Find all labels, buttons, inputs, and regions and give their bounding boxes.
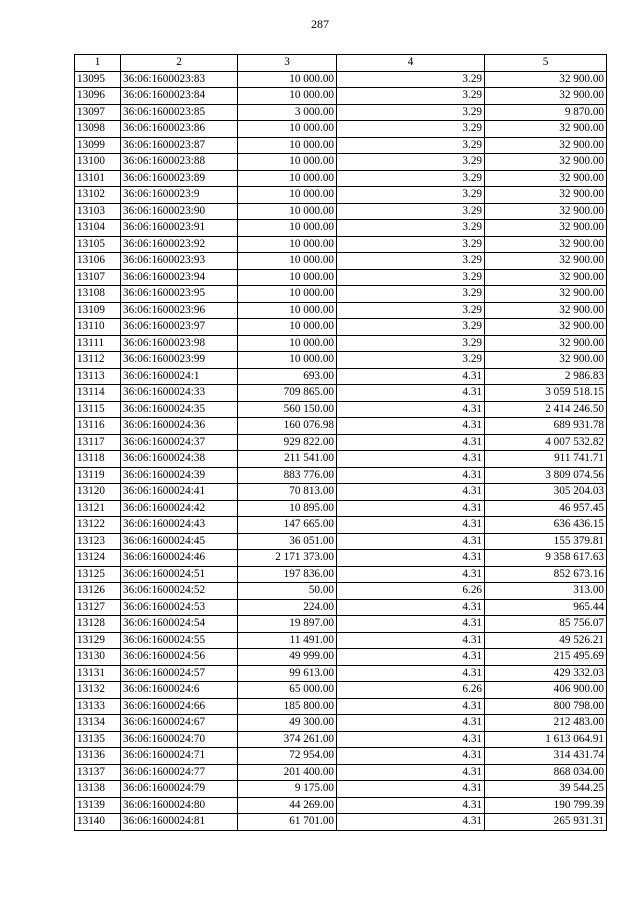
cadastral-number-cell: 36:06:1600023:91 [121, 220, 238, 237]
table-body [75, 71, 607, 830]
cadastral-number-cell: 36:06:1600023:87 [121, 137, 238, 154]
rate-cell: 6.26 [337, 583, 485, 600]
rate-cell: 3.29 [337, 269, 485, 286]
page-number: 287 [311, 17, 329, 31]
rate-cell: 4.31 [337, 764, 485, 781]
row-number-cell: 13095 [75, 71, 121, 88]
row-number-cell: 13137 [75, 764, 121, 781]
cadastral-number-cell: 36:06:1600024:52 [121, 583, 238, 600]
table-row [75, 781, 607, 798]
amount-cell: 313.00 [485, 583, 607, 600]
value-cell: 160 076.98 [238, 418, 337, 435]
amount-cell: 911 741.71 [485, 451, 607, 468]
table-row [75, 104, 607, 121]
value-cell: 10 000.00 [238, 187, 337, 204]
rate-cell: 3.29 [337, 137, 485, 154]
column-header-1: 1 [75, 55, 121, 72]
table-row [75, 649, 607, 666]
row-number-cell: 13127 [75, 599, 121, 616]
amount-cell: 32 900.00 [485, 352, 607, 369]
cadastral-number-cell: 36:06:1600024:79 [121, 781, 238, 798]
cadastral-number-cell: 36:06:1600024:51 [121, 566, 238, 583]
amount-cell: 3 809 074.56 [485, 467, 607, 484]
rate-cell: 3.29 [337, 203, 485, 220]
table-row [75, 797, 607, 814]
value-cell: 883 776.00 [238, 467, 337, 484]
table-row [75, 335, 607, 352]
table-row [75, 764, 607, 781]
amount-cell: 9 358 617.63 [485, 550, 607, 567]
value-cell: 49 300.00 [238, 715, 337, 732]
row-number-cell: 13101 [75, 170, 121, 187]
cadastral-number-cell: 36:06:1600024:39 [121, 467, 238, 484]
data-table [74, 54, 607, 831]
cadastral-number-cell: 36:06:1600024:41 [121, 484, 238, 501]
value-cell: 211 541.00 [238, 451, 337, 468]
row-number-cell: 13110 [75, 319, 121, 336]
amount-cell: 305 204.03 [485, 484, 607, 501]
cadastral-number-cell: 36:06:1600023:85 [121, 104, 238, 121]
cadastral-number-cell: 36:06:1600023:9 [121, 187, 238, 204]
amount-cell: 212 483.00 [485, 715, 607, 732]
value-cell: 10 000.00 [238, 236, 337, 253]
row-number-cell: 13121 [75, 500, 121, 517]
value-cell: 929 822.00 [238, 434, 337, 451]
value-cell: 374 261.00 [238, 731, 337, 748]
amount-cell: 2 986.83 [485, 368, 607, 385]
rate-cell: 4.31 [337, 814, 485, 831]
column-header-5: 5 [485, 55, 607, 72]
cadastral-number-cell: 36:06:1600024:70 [121, 731, 238, 748]
cadastral-number-cell: 36:06:1600023:92 [121, 236, 238, 253]
value-cell: 49 999.00 [238, 649, 337, 666]
row-number-cell: 13104 [75, 220, 121, 237]
cadastral-number-cell: 36:06:1600024:67 [121, 715, 238, 732]
rate-cell: 4.31 [337, 698, 485, 715]
amount-cell: 32 900.00 [485, 335, 607, 352]
row-number-cell: 13116 [75, 418, 121, 435]
table-header-row [75, 55, 607, 72]
rate-cell: 3.29 [337, 154, 485, 171]
row-number-cell: 13115 [75, 401, 121, 418]
rate-cell: 4.31 [337, 781, 485, 798]
cadastral-number-cell: 36:06:1600024:81 [121, 814, 238, 831]
rate-cell: 4.31 [337, 434, 485, 451]
table-row [75, 418, 607, 435]
value-cell: 201 400.00 [238, 764, 337, 781]
cadastral-number-cell: 36:06:1600024:33 [121, 385, 238, 402]
row-number-cell: 13135 [75, 731, 121, 748]
rate-cell: 4.31 [337, 632, 485, 649]
amount-cell: 32 900.00 [485, 253, 607, 270]
amount-cell: 4 007 532.82 [485, 434, 607, 451]
rate-cell: 3.29 [337, 319, 485, 336]
amount-cell: 215 495.69 [485, 649, 607, 666]
amount-cell: 39 544.25 [485, 781, 607, 798]
table-row [75, 467, 607, 484]
rate-cell: 4.31 [337, 500, 485, 517]
value-cell: 10 895.00 [238, 500, 337, 517]
value-cell: 3 000.00 [238, 104, 337, 121]
table-row [75, 88, 607, 105]
row-number-cell: 13140 [75, 814, 121, 831]
cadastral-number-cell: 36:06:1600023:86 [121, 121, 238, 138]
cadastral-number-cell: 36:06:1600024:80 [121, 797, 238, 814]
row-number-cell: 13114 [75, 385, 121, 402]
table-row [75, 253, 607, 270]
table-row [75, 269, 607, 286]
rate-cell: 3.29 [337, 220, 485, 237]
amount-cell: 32 900.00 [485, 269, 607, 286]
cadastral-number-cell: 36:06:1600023:90 [121, 203, 238, 220]
amount-cell: 689 931.78 [485, 418, 607, 435]
row-number-cell: 13131 [75, 665, 121, 682]
table-row [75, 616, 607, 633]
row-number-cell: 13134 [75, 715, 121, 732]
amount-cell: 2 414 246.50 [485, 401, 607, 418]
table-row [75, 319, 607, 336]
cadastral-number-cell: 36:06:1600024:36 [121, 418, 238, 435]
table-row [75, 500, 607, 517]
row-number-cell: 13111 [75, 335, 121, 352]
row-number-cell: 13102 [75, 187, 121, 204]
table-row [75, 434, 607, 451]
cadastral-number-cell: 36:06:1600024:37 [121, 434, 238, 451]
amount-cell: 32 900.00 [485, 154, 607, 171]
row-number-cell: 13119 [75, 467, 121, 484]
amount-cell: 314 431.74 [485, 748, 607, 765]
value-cell: 99 613.00 [238, 665, 337, 682]
table-row [75, 550, 607, 567]
cadastral-number-cell: 36:06:1600024:46 [121, 550, 238, 567]
cadastral-number-cell: 36:06:1600024:42 [121, 500, 238, 517]
rate-cell: 4.31 [337, 715, 485, 732]
row-number-cell: 13108 [75, 286, 121, 303]
rate-cell: 4.31 [337, 550, 485, 567]
value-cell: 10 000.00 [238, 220, 337, 237]
cadastral-number-cell: 36:06:1600023:89 [121, 170, 238, 187]
row-number-cell: 13132 [75, 682, 121, 699]
cadastral-number-cell: 36:06:1600023:84 [121, 88, 238, 105]
table-row [75, 220, 607, 237]
cadastral-number-cell: 36:06:1600024:55 [121, 632, 238, 649]
value-cell: 709 865.00 [238, 385, 337, 402]
value-cell: 65 000.00 [238, 682, 337, 699]
amount-cell: 49 526.21 [485, 632, 607, 649]
cadastral-number-cell: 36:06:1600024:54 [121, 616, 238, 633]
table-row [75, 484, 607, 501]
value-cell: 224.00 [238, 599, 337, 616]
rate-cell: 3.29 [337, 302, 485, 319]
rate-cell: 4.31 [337, 385, 485, 402]
value-cell: 10 000.00 [238, 170, 337, 187]
cadastral-number-cell: 36:06:1600024:1 [121, 368, 238, 385]
rate-cell: 3.29 [337, 352, 485, 369]
value-cell: 10 000.00 [238, 137, 337, 154]
row-number-cell: 13098 [75, 121, 121, 138]
table-row [75, 698, 607, 715]
table-row [75, 748, 607, 765]
amount-cell: 32 900.00 [485, 203, 607, 220]
amount-cell: 965.44 [485, 599, 607, 616]
value-cell: 2 171 373.00 [238, 550, 337, 567]
cadastral-number-cell: 36:06:1600023:98 [121, 335, 238, 352]
rate-cell: 4.31 [337, 566, 485, 583]
value-cell: 185 800.00 [238, 698, 337, 715]
amount-cell: 85 756.07 [485, 616, 607, 633]
table-row [75, 170, 607, 187]
row-number-cell: 13125 [75, 566, 121, 583]
row-number-cell: 13139 [75, 797, 121, 814]
amount-cell: 46 957.45 [485, 500, 607, 517]
amount-cell: 265 931.31 [485, 814, 607, 831]
column-header-2: 2 [121, 55, 238, 72]
table-row [75, 203, 607, 220]
row-number-cell: 13112 [75, 352, 121, 369]
table-row [75, 517, 607, 534]
rate-cell: 3.29 [337, 88, 485, 105]
table-row [75, 583, 607, 600]
row-number-cell: 13138 [75, 781, 121, 798]
rate-cell: 4.31 [337, 418, 485, 435]
row-number-cell: 13097 [75, 104, 121, 121]
rate-cell: 4.31 [337, 748, 485, 765]
value-cell: 10 000.00 [238, 335, 337, 352]
row-number-cell: 13123 [75, 533, 121, 550]
table-row [75, 632, 607, 649]
amount-cell: 800 798.00 [485, 698, 607, 715]
amount-cell: 32 900.00 [485, 88, 607, 105]
amount-cell: 155 379.81 [485, 533, 607, 550]
table-row [75, 154, 607, 171]
column-header-4: 4 [337, 55, 485, 72]
table-row [75, 533, 607, 550]
amount-cell: 32 900.00 [485, 137, 607, 154]
table-row [75, 665, 607, 682]
table-row [75, 352, 607, 369]
row-number-cell: 13118 [75, 451, 121, 468]
amount-cell: 429 332.03 [485, 665, 607, 682]
rate-cell: 4.31 [337, 451, 485, 468]
rate-cell: 4.31 [337, 616, 485, 633]
value-cell: 147 665.00 [238, 517, 337, 534]
table-row [75, 566, 607, 583]
value-cell: 10 000.00 [238, 352, 337, 369]
rate-cell: 3.29 [337, 104, 485, 121]
table-row [75, 715, 607, 732]
row-number-cell: 13126 [75, 583, 121, 600]
cadastral-number-cell: 36:06:1600024:38 [121, 451, 238, 468]
value-cell: 9 175.00 [238, 781, 337, 798]
value-cell: 10 000.00 [238, 121, 337, 138]
cadastral-number-cell: 36:06:1600024:53 [121, 599, 238, 616]
rate-cell: 4.31 [337, 401, 485, 418]
table-row [75, 71, 607, 88]
value-cell: 10 000.00 [238, 319, 337, 336]
cadastral-number-cell: 36:06:1600024:43 [121, 517, 238, 534]
amount-cell: 1 613 064.91 [485, 731, 607, 748]
cadastral-number-cell: 36:06:1600023:96 [121, 302, 238, 319]
row-number-cell: 13136 [75, 748, 121, 765]
row-number-cell: 13105 [75, 236, 121, 253]
amount-cell: 32 900.00 [485, 236, 607, 253]
amount-cell: 868 034.00 [485, 764, 607, 781]
value-cell: 197 836.00 [238, 566, 337, 583]
table-row [75, 599, 607, 616]
table-row [75, 368, 607, 385]
cadastral-number-cell: 36:06:1600024:56 [121, 649, 238, 666]
amount-cell: 32 900.00 [485, 121, 607, 138]
row-number-cell: 13129 [75, 632, 121, 649]
cadastral-number-cell: 36:06:1600023:93 [121, 253, 238, 270]
amount-cell: 32 900.00 [485, 71, 607, 88]
row-number-cell: 13100 [75, 154, 121, 171]
rate-cell: 4.31 [337, 665, 485, 682]
table-row [75, 121, 607, 138]
rate-cell: 4.31 [337, 599, 485, 616]
value-cell: 10 000.00 [238, 203, 337, 220]
amount-cell: 852 673.16 [485, 566, 607, 583]
value-cell: 72 954.00 [238, 748, 337, 765]
value-cell: 10 000.00 [238, 286, 337, 303]
amount-cell: 9 870.00 [485, 104, 607, 121]
row-number-cell: 13103 [75, 203, 121, 220]
table-row [75, 451, 607, 468]
amount-cell: 406 900.00 [485, 682, 607, 699]
value-cell: 19 897.00 [238, 616, 337, 633]
cadastral-number-cell: 36:06:1600023:97 [121, 319, 238, 336]
table-row [75, 286, 607, 303]
cadastral-number-cell: 36:06:1600024:35 [121, 401, 238, 418]
cadastral-number-cell: 36:06:1600023:99 [121, 352, 238, 369]
row-number-cell: 13128 [75, 616, 121, 633]
column-header-3: 3 [238, 55, 337, 72]
cadastral-number-cell: 36:06:1600023:95 [121, 286, 238, 303]
amount-cell: 32 900.00 [485, 302, 607, 319]
rate-cell: 4.31 [337, 649, 485, 666]
rate-cell: 4.31 [337, 467, 485, 484]
row-number-cell: 13099 [75, 137, 121, 154]
rate-cell: 4.31 [337, 533, 485, 550]
value-cell: 10 000.00 [238, 71, 337, 88]
cadastral-number-cell: 36:06:1600024:57 [121, 665, 238, 682]
amount-cell: 3 059 518.15 [485, 385, 607, 402]
cadastral-number-cell: 36:06:1600024:66 [121, 698, 238, 715]
rate-cell: 3.29 [337, 253, 485, 270]
table-row [75, 137, 607, 154]
value-cell: 61 701.00 [238, 814, 337, 831]
rate-cell: 4.31 [337, 368, 485, 385]
value-cell: 50.00 [238, 583, 337, 600]
table-row [75, 401, 607, 418]
value-cell: 36 051.00 [238, 533, 337, 550]
amount-cell: 32 900.00 [485, 170, 607, 187]
rate-cell: 4.31 [337, 517, 485, 534]
rate-cell: 3.29 [337, 71, 485, 88]
rate-cell: 6.26 [337, 682, 485, 699]
row-number-cell: 13106 [75, 253, 121, 270]
table-row [75, 187, 607, 204]
value-cell: 693.00 [238, 368, 337, 385]
cadastral-number-cell: 36:06:1600023:83 [121, 71, 238, 88]
row-number-cell: 13113 [75, 368, 121, 385]
value-cell: 10 000.00 [238, 88, 337, 105]
rate-cell: 3.29 [337, 170, 485, 187]
row-number-cell: 13122 [75, 517, 121, 534]
amount-cell: 32 900.00 [485, 220, 607, 237]
value-cell: 70 813.00 [238, 484, 337, 501]
value-cell: 10 000.00 [238, 154, 337, 171]
table-row [75, 302, 607, 319]
rate-cell: 3.29 [337, 121, 485, 138]
row-number-cell: 13124 [75, 550, 121, 567]
amount-cell: 190 799.39 [485, 797, 607, 814]
rate-cell: 3.29 [337, 236, 485, 253]
cadastral-number-cell: 36:06:1600024:6 [121, 682, 238, 699]
rate-cell: 3.29 [337, 286, 485, 303]
row-number-cell: 13117 [75, 434, 121, 451]
value-cell: 10 000.00 [238, 253, 337, 270]
cadastral-number-cell: 36:06:1600024:45 [121, 533, 238, 550]
table-row [75, 236, 607, 253]
cadastral-number-cell: 36:06:1600024:71 [121, 748, 238, 765]
amount-cell: 32 900.00 [485, 286, 607, 303]
table-row [75, 814, 607, 831]
row-number-cell: 13133 [75, 698, 121, 715]
value-cell: 11 491.00 [238, 632, 337, 649]
amount-cell: 32 900.00 [485, 319, 607, 336]
row-number-cell: 13107 [75, 269, 121, 286]
cadastral-number-cell: 36:06:1600023:88 [121, 154, 238, 171]
rate-cell: 4.31 [337, 484, 485, 501]
cadastral-number-cell: 36:06:1600023:94 [121, 269, 238, 286]
table-row [75, 682, 607, 699]
row-number-cell: 13109 [75, 302, 121, 319]
value-cell: 44 269.00 [238, 797, 337, 814]
table-row [75, 731, 607, 748]
amount-cell: 636 436.15 [485, 517, 607, 534]
table-row [75, 385, 607, 402]
value-cell: 10 000.00 [238, 269, 337, 286]
cadastral-number-cell: 36:06:1600024:77 [121, 764, 238, 781]
row-number-cell: 13130 [75, 649, 121, 666]
rate-cell: 3.29 [337, 335, 485, 352]
row-number-cell: 13096 [75, 88, 121, 105]
row-number-cell: 13120 [75, 484, 121, 501]
rate-cell: 4.31 [337, 797, 485, 814]
value-cell: 560 150.00 [238, 401, 337, 418]
rate-cell: 3.29 [337, 187, 485, 204]
rate-cell: 4.31 [337, 731, 485, 748]
amount-cell: 32 900.00 [485, 187, 607, 204]
value-cell: 10 000.00 [238, 302, 337, 319]
